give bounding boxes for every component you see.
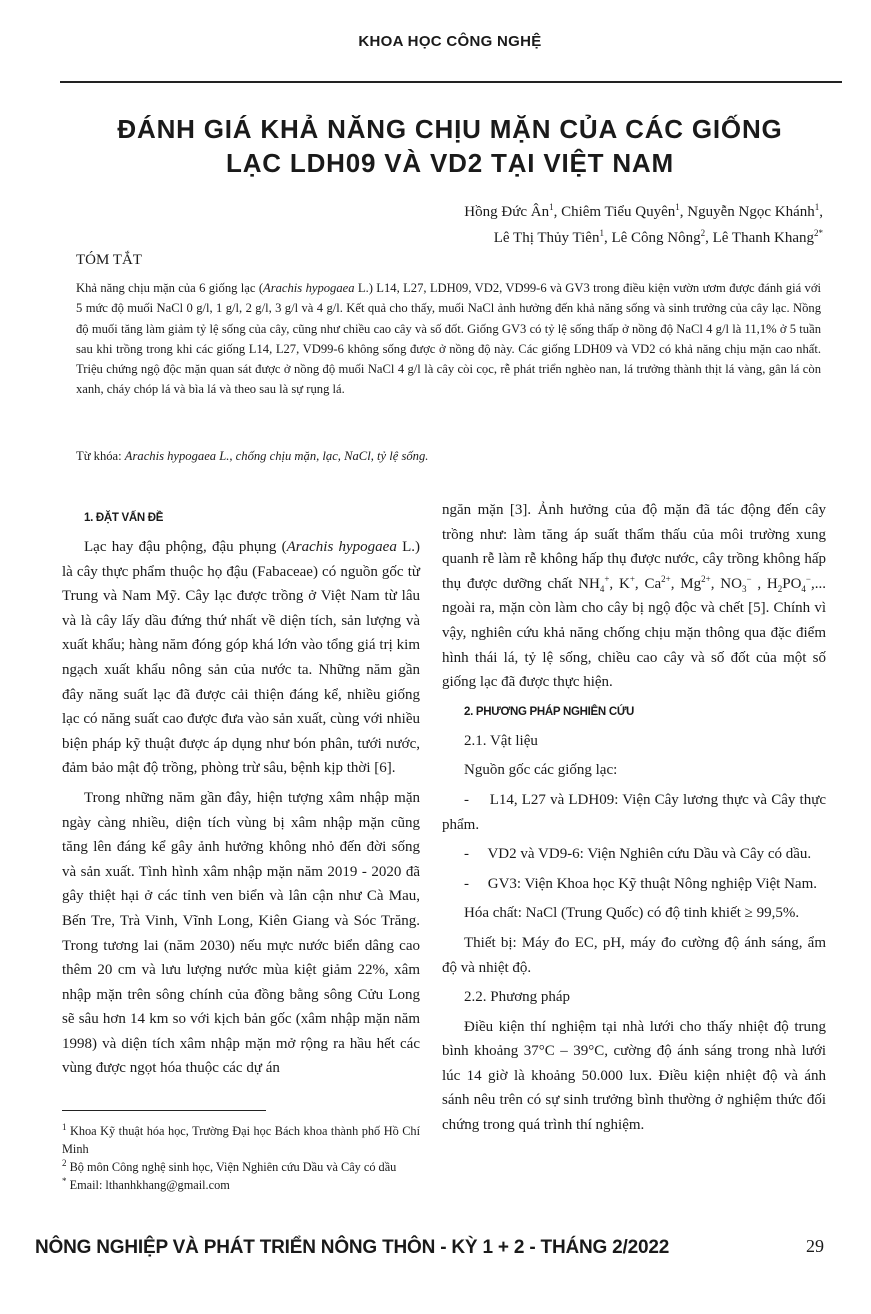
- superscript: +: [604, 573, 610, 584]
- right-column: [442, 498, 830, 1143]
- title-line-2: LẠC LDH09 VÀ VD2 TẠI VIỆT NAM: [226, 148, 674, 178]
- page-number: 29: [806, 1236, 824, 1256]
- article-title: [40, 112, 860, 180]
- italic-text: Arachis hypogaea: [286, 539, 397, 555]
- superscript: *: [62, 1175, 67, 1186]
- superscript: 1: [549, 202, 554, 212]
- section-1-heading: 1. ĐẶT VẤN ĐỀ: [84, 512, 164, 524]
- footnote-2: $^2$ Bộ môn Công nghệ sinh học, Viện Nghiên cứu Dầu và Cây có dầu: [62, 1157, 397, 1174]
- left-column: [62, 501, 420, 1086]
- superscript: 2: [700, 228, 706, 238]
- italic-text: Arachis hypogaea: [263, 281, 355, 295]
- superscript: 1: [599, 228, 604, 238]
- superscript: 2+: [701, 573, 711, 584]
- abstract-body: Khả năng chịu mặn của 6 giống lạc (Arachis hypogaea L.) L14, L27, LDH09, VD2, VD99-6 và GV3 trong điều kiện vườn ươm được đánh giá với 5 mức độ muối NaCl 0 g/l, 1 g/l, 2 g/l, 3 g/l và 4 g/l. Kết quả cho thấy, muối NaCl ảnh hưởng đến khả năng sống và sinh trưởng của cây lạc. Nồng độ muối tăng làm giảm tỷ lệ sống của cây, cũng như chiều cao cây và số đốt. Giống GV3 có tỷ lệ sống thấp ở nồng độ NaCl 4 g/l là 11,1% ở 5 tuần sau khi trồng trong khi các giống L14, L27, VD99-6 không sống được ở nồng độ này. Các giống LDH09 và VD2 có khả năng chịu mặn cao nhất. Triệu chứng ngộ độc mặn quan sát được ở nồng độ muối NaCl 4 g/l là cây còi cọc, rễ phát triển nghèo nan, lá trưởng thành thịt lá vàng, gân lá còn xanh, cháy chóp lá và bìa lá và theo sau là sự rụng lá.: [76, 281, 821, 397]
- authors-line-1: Hồng Đức $Ân^1$, Chiêm Tiểu Quyên$^1$, Nguyễn Ngọc Khánh$^1$,: [464, 202, 823, 220]
- superscript: +: [629, 573, 635, 584]
- paragraph: ngăn mặn [3]. Ảnh hưởng của độ mặn đã tác động đến cây trồng như: làm tăng áp suất thẩm thấu của môi trường xung quanh rễ làm rễ không hấp thụ được nước, cây trồng không hấp thụ được dưỡng chất $NH_4^+$, K+, $Ca^{2+}$, $Mg^{2+}$, $NO_3^-$ , $H_2PO_4^-$,... ngoài ra, mặn còn làm cho cây bị ngộ độc và chết [5]. Chính vì vậy, nghiên cứu khả năng chống chịu mặn thông qua đặc điểm hình thái lá, tỷ lệ sống, chiều cao cây và số đốt của một số giống lạc đã được thực hiện.: [442, 502, 826, 691]
- superscript: 2: [62, 1157, 67, 1168]
- header-rule: [60, 81, 842, 83]
- subscript: 3: [741, 583, 747, 594]
- subscript: 2: [777, 583, 783, 594]
- superscript: 1: [62, 1121, 67, 1132]
- footnotes: [62, 1122, 420, 1194]
- section-2-heading: 2. PHƯƠNG PHÁP NGHIÊN CỨU: [464, 705, 635, 718]
- keywords: Từ khóa: Arachis hypogaea L., chống chịu mặn, lạc, NaCl, tỷ lệ sống.: [76, 449, 429, 463]
- list-item: - GV3: Viện Khoa học Kỹ thuật Nông nghiệp Việt Nam.: [464, 875, 818, 892]
- title-line-1: ĐÁNH GIÁ KHẢ NĂNG CHỊU MẶN CỦA CÁC GIỐNG: [117, 114, 783, 144]
- superscript: −: [805, 573, 811, 584]
- footnote-1: $^1$ Khoa Kỹ thuật hóa học, Trường Đại học Bách khoa thành phố Hồ Chí Minh: [62, 1121, 420, 1156]
- paragraph: Lạc hay đậu phộng, đậu phụng (Arachis hypogaea L.) là cây thực phẩm thuộc họ đậu (Fabaceae) có nguồn gốc từ Trung và Nam Mỹ. Cây lạc được trồng ở Việt Nam từ lâu và là cây lấy dầu đứng thứ nhất về diện tích, sản lượng và xuất khẩu; hàng năm đóng góp khá lớn vào tổng giá trị kim ngạch xuất khẩu nông sản của nước ta. Những năm gần đây năng suất lạc đã được cải thiện đáng kể, nhiều giống lạc có năng suất cao được đưa vào sản xuất, cùng với nhiều biện pháp kỹ thuật được áp dụng như bón phân, tưới nước, đảm bảo mật độ trồng, phòng trừ sâu, bệnh kịp thời [6].: [62, 539, 420, 777]
- paragraph: Điều kiện thí nghiệm tại nhà lưới cho thấy nhiệt độ trung bình khoảng 37°C – 39°C, cường độ ánh sáng trong nhà lưới lúc 14 giờ là khoảng 50.000 lux. Điều kiện nhiệt độ và ánh sánh nêu trên có sự sinh trưởng bình thường ở nghiệm thức đối chứng trong quá trình thí nghiệm.: [442, 1018, 826, 1134]
- superscript: 1: [675, 202, 680, 212]
- subsection-2-1-heading: 2.1. Vật liệu: [464, 732, 538, 749]
- authors-line-2: Lê Thị Thủy Tiên$^1$, Lê Công Nông$^2$, Lê Thanh Khang$^{2*}$: [493, 228, 823, 246]
- subscript: 4: [801, 583, 806, 594]
- journal-footer: NÔNG NGHIỆP VÀ PHÁT TRIỂN NÔNG THÔN - KỲ 1 + 2 - THÁNG 2/2022: [35, 1237, 670, 1258]
- paragraph: Trong những năm gần đây, hiện tượng xâm nhập mặn ngày càng nhiều, diện tích vùng bị xâm nhập mặn cũng tăng lên đáng kể gây ảnh hưởng không nhỏ đến đời sống và sản xuất. Tình hình xâm nhập mặn năm 2019 - 2020 đã gây thiệt hại ở các tỉnh ven biển và lân cận như Cà Mau, Bến Tre, Trà Vinh, Vĩnh Long, Kiên Giang và Sóc Trăng. Trong tương lai (năm 2030) nếu mực nước biển dâng cao thêm 20 cm và lưu lượng nước mùa kiệt giảm 22%, xâm nhập mặn trên sông chính của đồng bằng sông Cửu Long sẽ sâu hơn 14 km so với kịch bản gốc (xâm nhập mặn năm 1998) và diện tích xâm nhập mặn mở rộng ra hầu hết các vùng được ngọt hóa thuộc các dự án: [62, 789, 420, 1077]
- italic-text: Arachis hypogaea L., chống chịu mặn, lạc, NaCl, tỷ lệ sống.: [124, 449, 429, 463]
- superscript: −: [746, 573, 752, 584]
- footnote-rule: [62, 1110, 266, 1111]
- superscript: 2+: [661, 573, 671, 584]
- paragraph: Hóa chất: NaCl (Trung Quốc) có độ tinh khiết ≥ 99,5%.: [464, 905, 800, 922]
- subsection-2-2-heading: 2.2. Phương pháp: [464, 989, 571, 1006]
- section-tag: KHOA HỌC CÔNG NGHỆ: [358, 33, 542, 50]
- paragraph: Thiết bị: Máy đo EC, pH, máy đo cường độ ánh sáng, ẩm độ và nhiệt độ.: [442, 934, 826, 976]
- superscript: 2*: [814, 228, 823, 238]
- subscript: 4: [599, 583, 605, 594]
- paragraph: Nguồn gốc các giống lạc:: [464, 762, 618, 779]
- abstract-heading: TÓM TẮT: [76, 252, 142, 268]
- footnote-3: * Email: lthanhkhang@gmail.com: [62, 1175, 230, 1192]
- list-item: - VD2 và VD9-6: Viện Nghiên cứu Dầu và Cây có dầu.: [464, 846, 812, 863]
- superscript: 1: [814, 202, 820, 212]
- authors: [464, 199, 823, 251]
- list-item: - L14, L27 và LDH09: Viện Cây lương thực và Cây thực phẩm.: [442, 791, 830, 833]
